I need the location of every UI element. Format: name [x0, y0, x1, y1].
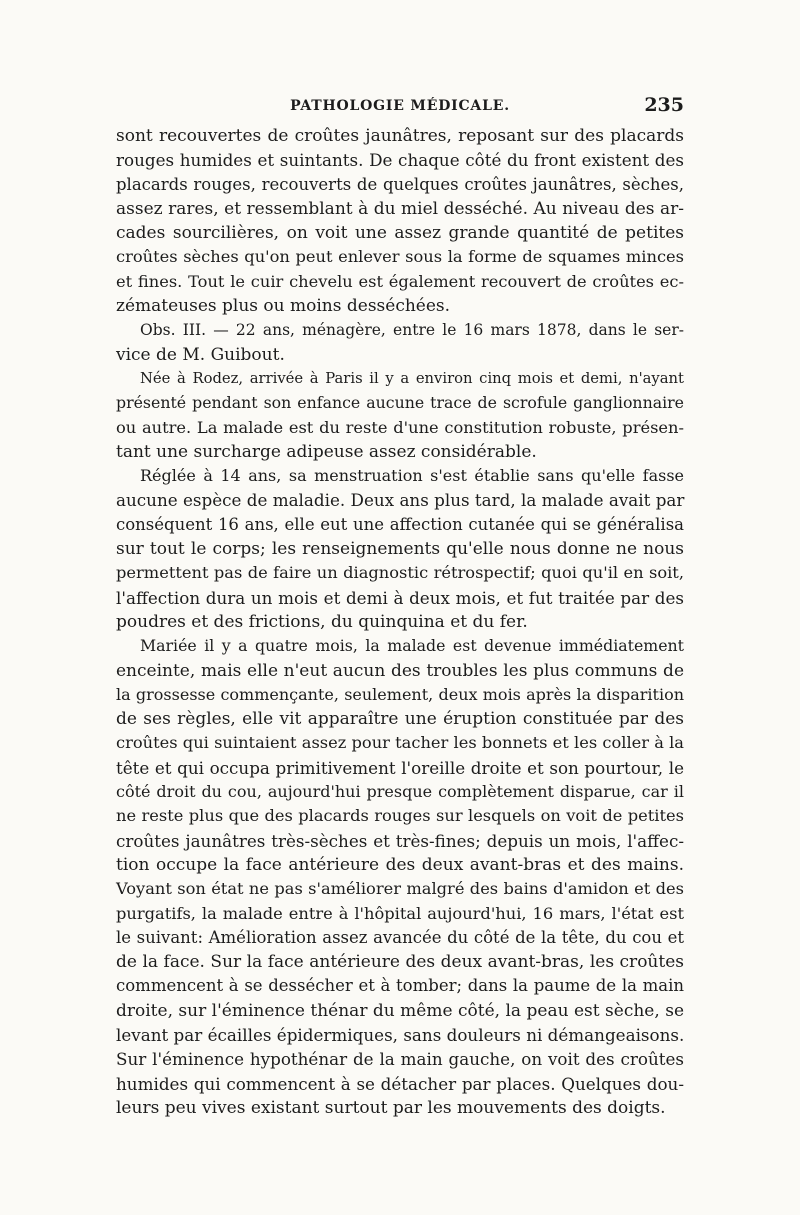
text-line: Mariée il y a quatre mois, la malade est devenue immédiatement: [140, 636, 684, 656]
text-line: conséquent 16 ans, elle eut une affection cutanée qui se généralisa: [116, 514, 684, 534]
text-line: croûtes sèches qu'on peut enlever sous la forme de squames minces: [116, 247, 684, 267]
text-line: croûtes qui suintaient assez pour tacher les bonnets et les coller à la: [116, 733, 684, 753]
text-line: sont recouvertes de croûtes jaunâtres, reposant sur des placards: [116, 126, 684, 146]
paragraph-current-state: [116, 634, 684, 1120]
text-line: levant par écailles épidermiques, sans douleurs ni démangeaisons.: [116, 1024, 685, 1045]
text-line: ne reste plus que des placards rouges sur lesquels on voit de petites: [116, 806, 684, 826]
text-line: commencent à se dessécher et à tomber; dans la paume de la main: [116, 976, 684, 996]
text-line: Voyant son état ne pas s'améliorer malgré des bains d'amidon et des: [116, 879, 684, 899]
text-line: tant une surcharge adipeuse assez considérable.: [116, 441, 537, 462]
text-line: de la face. Sur la face antérieure des deux avant-bras, les croûtes: [116, 952, 684, 973]
text-line: Sur l'éminence hypothénar de la main gauche, on voit des croûtes: [116, 1049, 684, 1070]
text-line: présenté pendant son enfance aucune trace de scrofule ganglionnaire: [116, 393, 684, 413]
text-line: côté droit du cou, aujourd'hui presque complètement disparue, car il: [116, 782, 684, 802]
text-line: l'affection dura un mois et demi à deux mois, et fut traitée par des: [116, 587, 684, 608]
running-title: PATHOLOGIE MÉDICALE.: [290, 98, 510, 114]
text-line: assez rares, et ressemblant à du miel desséché. Au niveau des ar-: [116, 198, 684, 219]
text-line: tion occupe la face antérieure des deux avant-bras et des mains.: [116, 854, 684, 875]
text-line: de ses règles, elle vit apparaître une éruption constituée par des: [116, 709, 684, 730]
text-line: Obs. III. — 22 ans, ménagère, entre le 16 mars 1878, dans le ser-: [140, 321, 684, 340]
text-line: enceinte, mais elle n'eut aucun des troubles les plus communs de: [116, 660, 684, 681]
text-line: leurs peu vives existant surtout par les mouvements des doigts.: [116, 1097, 666, 1118]
page-header: [116, 96, 684, 122]
text-line: humides qui commencent à se détacher par places. Quelques dou-: [116, 1073, 684, 1094]
text-line: droite, sur l'éminence thénar du même côté, la peau est sèche, se: [116, 1000, 684, 1021]
observation-heading-paragraph: [116, 318, 684, 367]
text-line: Née à Rodez, arrivée à Paris il y a environ cinq mois et demi, n'ayant: [140, 369, 684, 387]
paragraph-history: [116, 367, 684, 464]
text-line: purgatifs, la malade entre à l'hôpital aujourd'hui, 16 mars, l'état est: [116, 903, 684, 923]
text-line: poudres et des frictions, du quinquina et du fer.: [116, 611, 528, 632]
text-line: sur tout le corps; les renseignements qu'elle nous donne ne nous: [116, 539, 684, 560]
text-line: et fines. Tout le cuir chevelu est également recouvert de croûtes ec-: [116, 271, 684, 291]
paragraph-continued: [116, 124, 684, 318]
text-line: tête et qui occupa primitivement l'oreille droite et son pourtour, le: [116, 757, 684, 778]
text-line: aucune espèce de maladie. Deux ans plus tard, la malade avait par: [116, 490, 685, 511]
paragraph-menstruation: [116, 464, 684, 634]
text-line: le suivant: Amélioration assez avancée du côté de la tête, du cou et: [116, 927, 684, 947]
text-line: croûtes jaunâtres très-sèches et très-fines; depuis un mois, l'affec-: [116, 830, 684, 851]
text-line: permettent pas de faire un diagnostic rétrospectif; quoi qu'il en soit,: [116, 563, 684, 583]
text-line: placards rouges, recouverts de quelques croûtes jaunâtres, sèches,: [116, 174, 684, 194]
text-line: zémateuses plus ou moins desséchées.: [116, 296, 451, 317]
text-line: vice de M. Guibout.: [116, 344, 285, 365]
text-line: rouges humides et suintants. De chaque côté du front existent des: [116, 150, 684, 171]
text-line: cades sourcilières, on voit une assez grande quantité de petites: [116, 223, 684, 244]
text-line: ou autre. La malade est du reste d'une constitution robuste, présen-: [116, 417, 684, 437]
page-number: 235: [644, 94, 684, 116]
text-line: Réglée à 14 ans, sa menstruation s'est établie sans qu'elle fasse: [140, 466, 684, 486]
text-line: la grossesse commençante, seulement, deux mois après la disparition: [116, 684, 684, 704]
body-text: [116, 124, 684, 1120]
